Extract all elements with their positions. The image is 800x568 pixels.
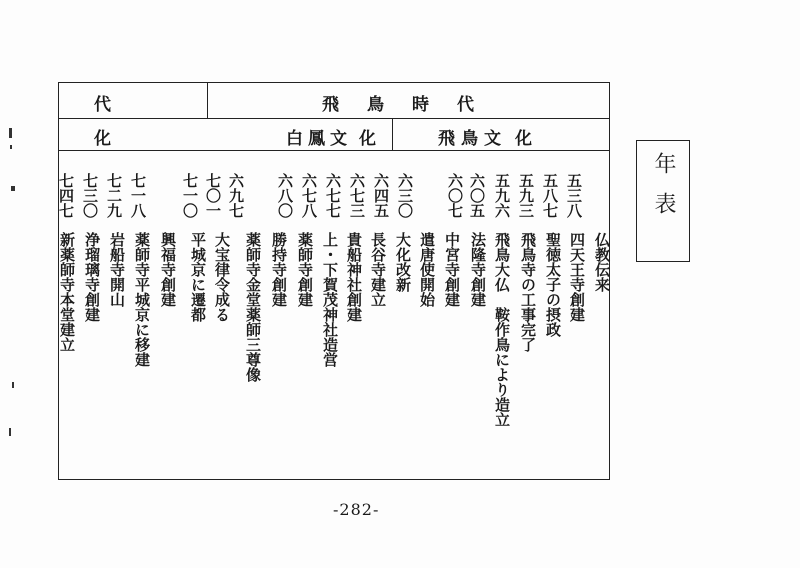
year-entry: 六八〇 [276, 173, 294, 218]
event-entry: 大宝律令成る [213, 232, 231, 322]
event-entry: 薬師寺平城京に移建 [133, 232, 151, 367]
period-column-divider [207, 82, 208, 118]
year-entry: 六七八 [300, 173, 318, 218]
culture-header-left: 化 [94, 129, 111, 149]
header-divider [58, 118, 610, 119]
event-entry: 平城京に遷都 [189, 232, 207, 322]
scan-mark [11, 186, 15, 191]
year-entry: 七一〇 [181, 173, 199, 218]
year-entry: 七一八 [129, 173, 147, 218]
culture-divider [58, 150, 610, 151]
event-entry: 浄瑠璃寺創建 [83, 232, 101, 322]
event-entry: 岩船寺開山 [108, 232, 126, 307]
year-entry: 六〇七 [446, 173, 464, 218]
page-title: 年表 [651, 152, 676, 232]
event-entry: 大化改新 [394, 232, 412, 292]
event-entry: 興福寺創建 [159, 232, 177, 307]
culture-column-divider [392, 118, 393, 150]
scan-mark [10, 145, 12, 149]
event-entry: 新薬師寺本堂建立 [58, 232, 76, 352]
year-entry: 五九六 [493, 173, 511, 218]
year-entry: 七三〇 [81, 173, 99, 218]
year-entry: 五九三 [517, 173, 535, 218]
event-entry: 貴船神社創建 [345, 232, 363, 322]
page-number: -282- [333, 500, 380, 519]
event-entry: 仏教伝来 [593, 232, 611, 292]
year-entry: 六四五 [372, 173, 390, 218]
event-entry: 四天王寺創建 [568, 232, 586, 322]
year-entry: 六〇五 [468, 173, 486, 218]
year-entry: 五八七 [541, 173, 559, 218]
event-entry: 薬師寺創建 [296, 232, 314, 307]
scan-mark [12, 382, 14, 388]
event-entry: 聖徳太子の摂政 [544, 232, 562, 337]
year-entry: 七二九 [105, 173, 123, 218]
event-entry: 飛鳥大仏 鞍作鳥により造立 [493, 232, 511, 427]
event-entry: 勝持寺創建 [270, 232, 288, 307]
year-entry: 五三八 [565, 173, 583, 218]
event-entry: 飛鳥寺の工事完了 [519, 232, 537, 352]
event-entry: 中宮寺創建 [443, 232, 461, 307]
year-entry: 七四七 [57, 173, 75, 218]
culture-header-hakuho: 白 鳳 文 化 [286, 129, 376, 149]
culture-header-asuka: 飛 鳥 文 化 [438, 129, 532, 149]
event-entry: 遣唐使開始 [418, 232, 436, 307]
period-header-asuka-era: 飛 鳥 時 代 [322, 95, 474, 115]
year-entry: 六三〇 [396, 173, 414, 218]
year-entry: 六七三 [348, 173, 366, 218]
event-entry: 法隆寺創建 [469, 232, 487, 307]
event-entry: 薬師寺金堂薬師三尊像 [244, 232, 262, 382]
scan-mark [9, 428, 11, 436]
year-entry: 六七七 [324, 173, 342, 218]
year-entry: 七〇一 [204, 173, 222, 218]
period-header-left: 代 [94, 95, 111, 115]
event-entry: 長谷寺建立 [369, 232, 387, 307]
year-entry: 六九七 [227, 173, 245, 218]
event-entry: 上・下賀茂神社造営 [321, 232, 339, 367]
scan-mark [9, 128, 12, 138]
